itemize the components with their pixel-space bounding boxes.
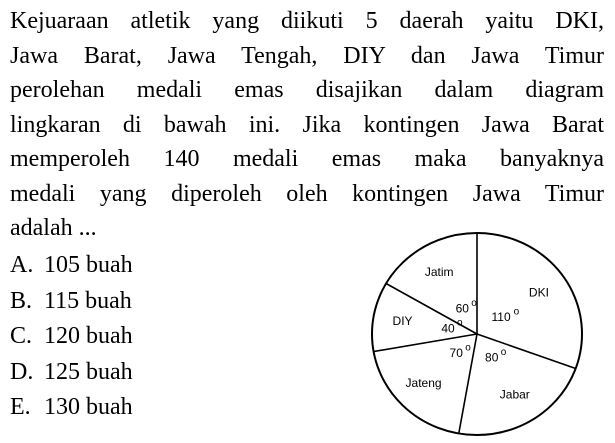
degree-symbol: o	[500, 347, 507, 359]
option-letter: A.	[10, 252, 34, 278]
option-text: 130 buah	[44, 394, 133, 420]
question-text	[10, 4, 604, 246]
option-b	[10, 284, 133, 320]
pie-slice-label: Jatim	[424, 264, 454, 279]
question-line: perolehan medali emas disajikan dalam diagram	[10, 77, 604, 103]
option-text: 120 buah	[44, 323, 133, 349]
option-text: 125 buah	[44, 358, 133, 385]
pie-slice-label: DIY	[392, 313, 413, 328]
degree-symbol: o	[457, 317, 463, 329]
option-c	[10, 319, 133, 355]
pie-slice-value: 70	[449, 346, 463, 361]
option-letter: C.	[10, 323, 33, 349]
pie-slice-label: DKI	[528, 285, 549, 300]
option-text: 115 buah	[44, 287, 132, 314]
question-line: lingkaran di bawah ini. Jika kontingen Jawa Barat	[10, 111, 604, 138]
question-line: Jawa Barat, Jawa Tengah, DIY dan Jawa Timur	[10, 42, 604, 69]
question-line: adalah ...	[10, 215, 97, 241]
option-letter: D.	[10, 358, 34, 385]
degree-symbol: o	[471, 298, 477, 310]
question-line: memperoleh 140 medali emas maka banyaknya	[10, 146, 604, 172]
pie-slice-value: 60	[455, 301, 469, 316]
pie-slice-value: 80	[485, 350, 499, 365]
pie-chart	[362, 216, 602, 436]
pie-slice-value: 110	[491, 309, 511, 324]
pie-chart-svg	[362, 216, 602, 436]
pie-slice-label: Jateng	[405, 376, 442, 391]
pie-slice-value: 40	[441, 321, 455, 336]
option-d	[10, 355, 133, 391]
pie-slice-label: Jabar	[499, 387, 530, 402]
degree-symbol: o	[513, 306, 520, 318]
answer-options	[10, 248, 133, 426]
option-letter: B.	[10, 287, 33, 314]
question-line: medali yang diperoleh oleh kontingen Jawa Timur	[10, 180, 604, 207]
option-a	[10, 248, 133, 284]
degree-symbol: o	[465, 342, 471, 354]
option-letter: E.	[10, 394, 31, 420]
question-line: Kejuaraan atletik yang diikuti 5 daerah yaitu DKI,	[10, 8, 604, 34]
option-e	[10, 390, 133, 426]
option-text: 105 buah	[44, 252, 133, 278]
